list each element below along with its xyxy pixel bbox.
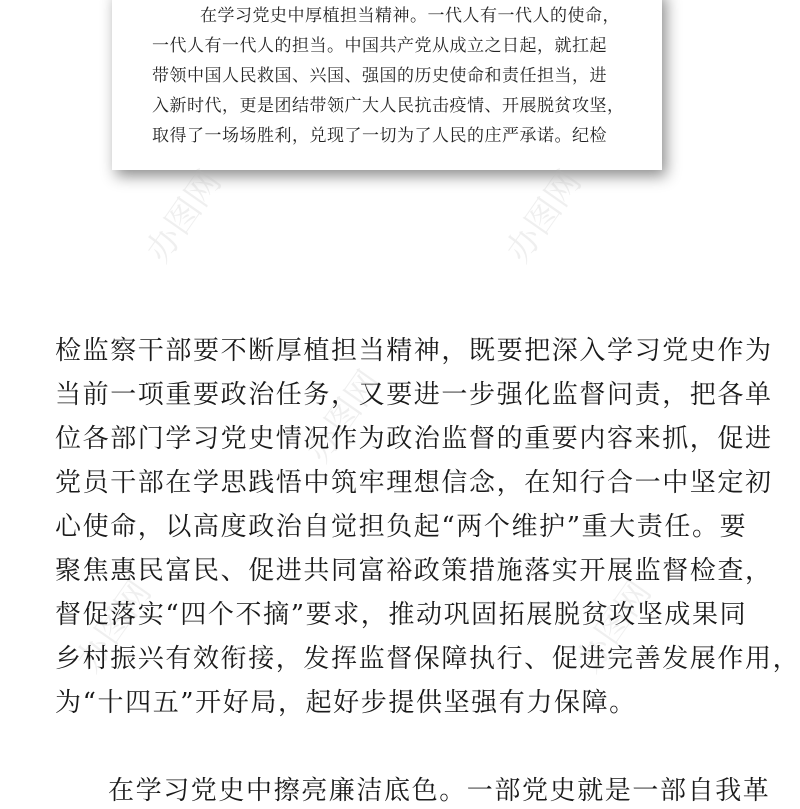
watermark: 办图网 <box>68 573 160 680</box>
body-line-7: 督促落实“四个不摘”要求，推动巩固拓展脱贫攻坚成果同 <box>55 600 748 630</box>
card-line-1: 在学习党史中厚植担当精神。一代人有一代人的使命， <box>200 6 620 26</box>
body-line-6: 聚焦惠民富民、促进共同富裕政策措施落实开展监督检查， <box>55 556 773 586</box>
body-line-5: 心使命，以高度政治自觉担负起“两个维护”重大责任。要 <box>55 512 748 542</box>
card-line-3: 带领中国人民救国、兴国、强国的历史使命和责任担当，进 <box>152 66 607 86</box>
card-line-2: 一代人有一代人的担当。中国共产党从成立之日起，就扛起 <box>152 36 607 56</box>
watermark: 办图网 <box>298 363 390 470</box>
card-line-4: 入新时代，更是团结带领广大人民抗击疫情、开展脱贫攻坚， <box>152 96 625 116</box>
body-line-8: 乡村振兴有效衔接，发挥监督保障执行、促进完善发展作用， <box>55 644 800 674</box>
card-line-5: 取得了一场场胜利，兑现了一切为了人民的庄严承诺。纪检 <box>152 126 607 146</box>
quote-card <box>112 0 662 170</box>
watermark: 办图网 <box>568 573 660 680</box>
body-line-9: 为“十四五”开好局，起好步提供坚强有力保障。 <box>55 688 637 718</box>
body-line-3: 位各部门学习党史情况作为政治监督的重要内容来抓，促进 <box>55 424 773 454</box>
body-line-2: 当前一项重要政治任务，又要进一步强化监督问责，把各单 <box>55 380 773 410</box>
watermark: 办图网 <box>498 163 590 270</box>
watermark: 办图网 <box>138 163 230 270</box>
body-line-10: 在学习党史中擦亮廉洁底色。一部党史就是一部自我革 <box>108 776 771 806</box>
body-line-1: 检监察干部要不断厚植担当精神，既要把深入学习党史作为 <box>55 336 773 366</box>
body-line-4: 党员干部在学思践悟中筑牢理想信念，在知行合一中坚定初 <box>55 468 773 498</box>
